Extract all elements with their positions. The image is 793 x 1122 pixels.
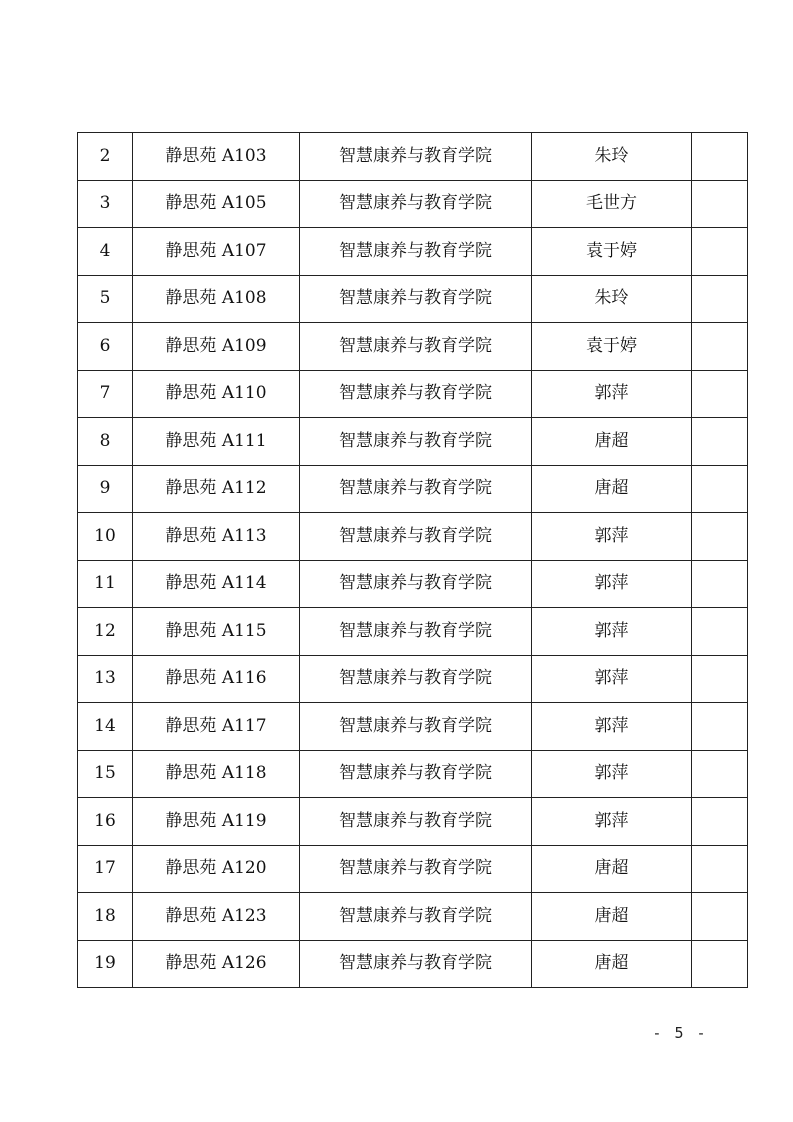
college-cell: 智慧康养与教育学院 xyxy=(300,370,532,418)
remark-cell xyxy=(692,370,748,418)
remark-cell xyxy=(692,513,748,561)
row-number-cell: 8 xyxy=(78,418,133,466)
row-number-cell: 2 xyxy=(78,133,133,181)
college-cell: 智慧康养与教育学院 xyxy=(300,893,532,941)
row-number-cell: 3 xyxy=(78,180,133,228)
remark-cell xyxy=(692,798,748,846)
table-row xyxy=(78,655,748,703)
room-cell: 静思苑 A120 xyxy=(133,845,300,893)
row-number-cell: 11 xyxy=(78,560,133,608)
college-cell: 智慧康养与教育学院 xyxy=(300,608,532,656)
college-cell: 智慧康养与教育学院 xyxy=(300,228,532,276)
remark-cell xyxy=(692,608,748,656)
remark-cell xyxy=(692,893,748,941)
room-cell: 静思苑 A107 xyxy=(133,228,300,276)
college-cell: 智慧康养与教育学院 xyxy=(300,940,532,988)
college-cell: 智慧康养与教育学院 xyxy=(300,513,532,561)
person-cell: 郭萍 xyxy=(532,798,692,846)
room-cell: 静思苑 A117 xyxy=(133,703,300,751)
table-row xyxy=(78,370,748,418)
college-cell: 智慧康养与教育学院 xyxy=(300,133,532,181)
table-body xyxy=(78,133,748,988)
college-cell: 智慧康养与教育学院 xyxy=(300,655,532,703)
person-cell: 毛世方 xyxy=(532,180,692,228)
table-row xyxy=(78,465,748,513)
dormitory-table xyxy=(77,132,748,988)
college-cell: 智慧康养与教育学院 xyxy=(300,845,532,893)
person-cell: 朱玲 xyxy=(532,275,692,323)
row-number-cell: 15 xyxy=(78,750,133,798)
row-number-cell: 4 xyxy=(78,228,133,276)
person-cell: 唐超 xyxy=(532,940,692,988)
row-number-cell: 6 xyxy=(78,323,133,371)
person-cell: 郭萍 xyxy=(532,370,692,418)
table-row xyxy=(78,275,748,323)
college-cell: 智慧康养与教育学院 xyxy=(300,180,532,228)
person-cell: 袁于婷 xyxy=(532,323,692,371)
remark-cell xyxy=(692,703,748,751)
row-number-cell: 7 xyxy=(78,370,133,418)
person-cell: 唐超 xyxy=(532,418,692,466)
remark-cell xyxy=(692,655,748,703)
table-row xyxy=(78,418,748,466)
college-cell: 智慧康养与教育学院 xyxy=(300,418,532,466)
remark-cell xyxy=(692,940,748,988)
college-cell: 智慧康养与教育学院 xyxy=(300,323,532,371)
remark-cell xyxy=(692,465,748,513)
room-cell: 静思苑 A103 xyxy=(133,133,300,181)
room-cell: 静思苑 A112 xyxy=(133,465,300,513)
person-cell: 郭萍 xyxy=(532,703,692,751)
room-cell: 静思苑 A119 xyxy=(133,798,300,846)
remark-cell xyxy=(692,750,748,798)
room-cell: 静思苑 A126 xyxy=(133,940,300,988)
remark-cell xyxy=(692,228,748,276)
room-cell: 静思苑 A123 xyxy=(133,893,300,941)
table-row xyxy=(78,180,748,228)
room-cell: 静思苑 A116 xyxy=(133,655,300,703)
person-cell: 袁于婷 xyxy=(532,228,692,276)
college-cell: 智慧康养与教育学院 xyxy=(300,750,532,798)
room-cell: 静思苑 A110 xyxy=(133,370,300,418)
table-row xyxy=(78,560,748,608)
row-number-cell: 14 xyxy=(78,703,133,751)
table-row xyxy=(78,703,748,751)
table-row xyxy=(78,893,748,941)
room-cell: 静思苑 A105 xyxy=(133,180,300,228)
row-number-cell: 18 xyxy=(78,893,133,941)
room-cell: 静思苑 A118 xyxy=(133,750,300,798)
row-number-cell: 9 xyxy=(78,465,133,513)
row-number-cell: 13 xyxy=(78,655,133,703)
remark-cell xyxy=(692,133,748,181)
table-row xyxy=(78,798,748,846)
person-cell: 郭萍 xyxy=(532,655,692,703)
table-row xyxy=(78,513,748,561)
person-cell: 唐超 xyxy=(532,465,692,513)
college-cell: 智慧康养与教育学院 xyxy=(300,703,532,751)
remark-cell xyxy=(692,560,748,608)
college-cell: 智慧康养与教育学院 xyxy=(300,275,532,323)
room-cell: 静思苑 A115 xyxy=(133,608,300,656)
room-cell: 静思苑 A114 xyxy=(133,560,300,608)
person-cell: 郭萍 xyxy=(532,608,692,656)
person-cell: 郭萍 xyxy=(532,513,692,561)
row-number-cell: 16 xyxy=(78,798,133,846)
college-cell: 智慧康养与教育学院 xyxy=(300,560,532,608)
table-row xyxy=(78,845,748,893)
person-cell: 唐超 xyxy=(532,845,692,893)
remark-cell xyxy=(692,418,748,466)
table-row xyxy=(78,228,748,276)
room-cell: 静思苑 A109 xyxy=(133,323,300,371)
row-number-cell: 19 xyxy=(78,940,133,988)
table-row xyxy=(78,940,748,988)
table-row xyxy=(78,750,748,798)
dormitory-table-container xyxy=(77,132,747,988)
room-cell: 静思苑 A111 xyxy=(133,418,300,466)
college-cell: 智慧康养与教育学院 xyxy=(300,465,532,513)
row-number-cell: 17 xyxy=(78,845,133,893)
row-number-cell: 10 xyxy=(78,513,133,561)
table-row xyxy=(78,323,748,371)
remark-cell xyxy=(692,323,748,371)
person-cell: 唐超 xyxy=(532,893,692,941)
person-cell: 郭萍 xyxy=(532,560,692,608)
row-number-cell: 5 xyxy=(78,275,133,323)
room-cell: 静思苑 A108 xyxy=(133,275,300,323)
remark-cell xyxy=(692,275,748,323)
remark-cell xyxy=(692,845,748,893)
page-number: - 5 - xyxy=(652,1024,708,1042)
table-row xyxy=(78,133,748,181)
row-number-cell: 12 xyxy=(78,608,133,656)
person-cell: 朱玲 xyxy=(532,133,692,181)
room-cell: 静思苑 A113 xyxy=(133,513,300,561)
college-cell: 智慧康养与教育学院 xyxy=(300,798,532,846)
remark-cell xyxy=(692,180,748,228)
table-row xyxy=(78,608,748,656)
person-cell: 郭萍 xyxy=(532,750,692,798)
